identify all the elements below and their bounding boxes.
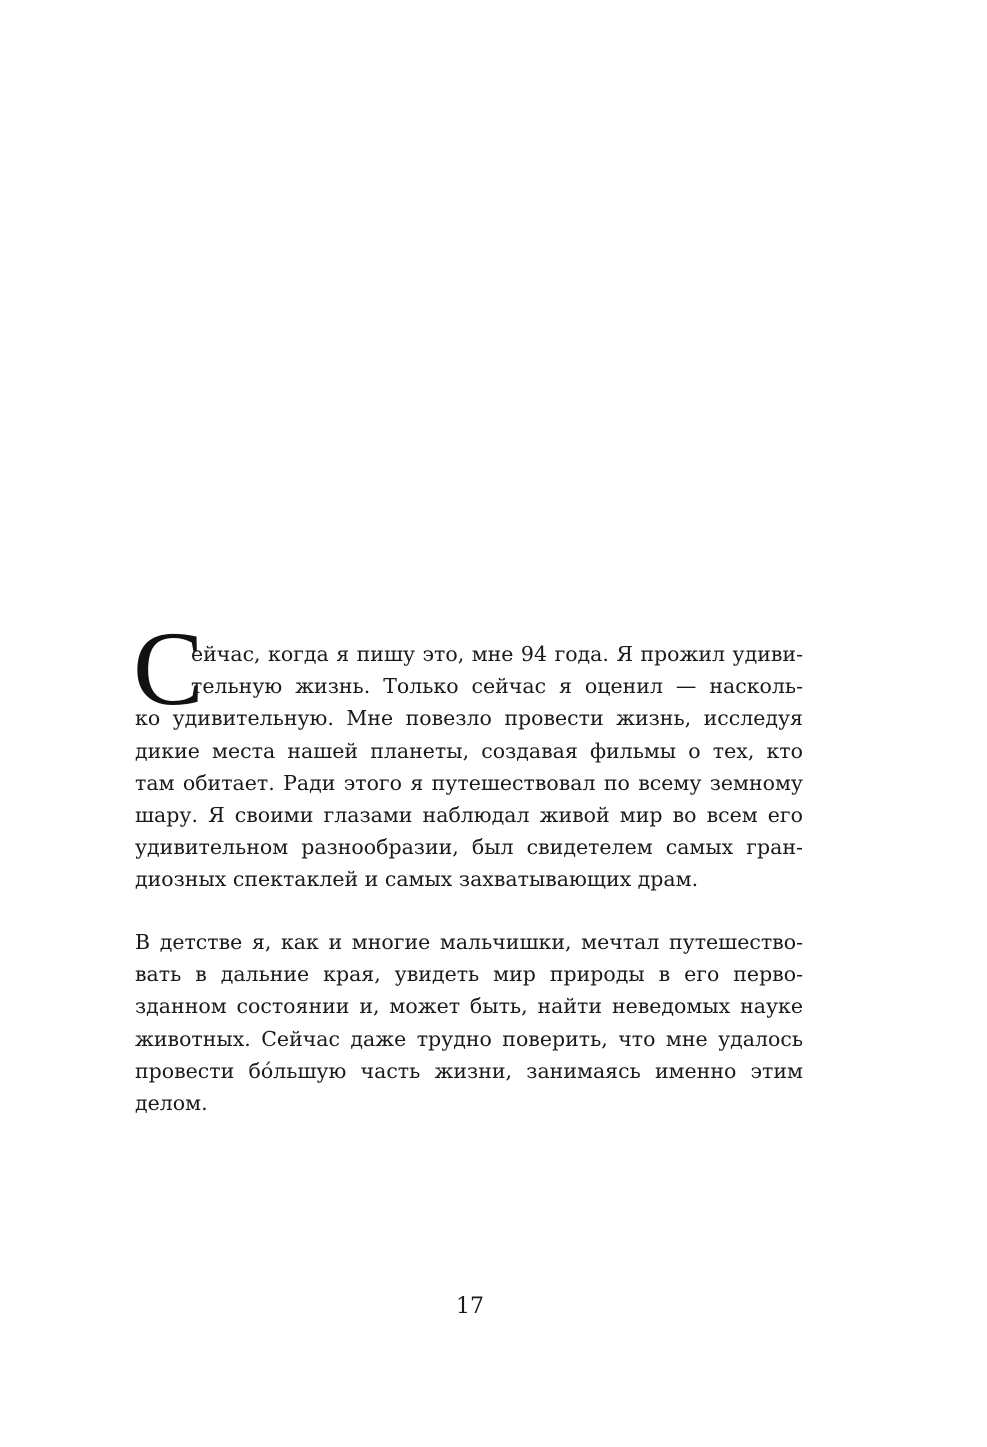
paragraph-2 xyxy=(135,926,803,1119)
paragraph-line: тельную жизнь. Только сейчас я оценил — насколь- xyxy=(191,674,803,699)
paragraph-line: дикие места нашей планеты, создавая фильмы о тех, кто xyxy=(135,738,803,763)
paragraph-line: провести бóльшую часть жизни, занимаясь именно этим xyxy=(135,1058,803,1083)
paragraph-line: там обитает. Ради этого я путешествовал по всему земному xyxy=(135,770,803,795)
paragraph-1 xyxy=(135,638,803,896)
paragraph-line: ейчас, когда я пишу это, мне 94 года. Я прожил удиви- xyxy=(191,642,803,666)
paragraph-line: вать в дальние края, увидеть мир природы в его перво- xyxy=(135,962,803,987)
paragraph-line: делом. xyxy=(135,1090,208,1115)
paragraph-line: удивительном разнообразии, был свидетелем самых гран- xyxy=(135,835,803,860)
page-number: 17 xyxy=(456,1294,484,1319)
paragraph-line: шару. Я своими глазами наблюдал живой мир во всем его xyxy=(135,802,803,827)
paragraph-line: животных. Сейчас даже трудно поверить, что мне удалось xyxy=(135,1026,803,1051)
paragraph-line: диозных спектаклей и самых захватывающих драм. xyxy=(135,867,699,892)
paragraph-line: ко удивительную. Мне повезло провести жизнь, исследуя xyxy=(135,706,803,731)
paragraph-line: зданном состоянии и, может быть, найти неведомых науке xyxy=(135,994,803,1019)
paragraph-line: В детстве я, как и многие мальчишки, мечтал путешество- xyxy=(135,930,803,954)
drop-cap-letter: С xyxy=(133,610,204,727)
